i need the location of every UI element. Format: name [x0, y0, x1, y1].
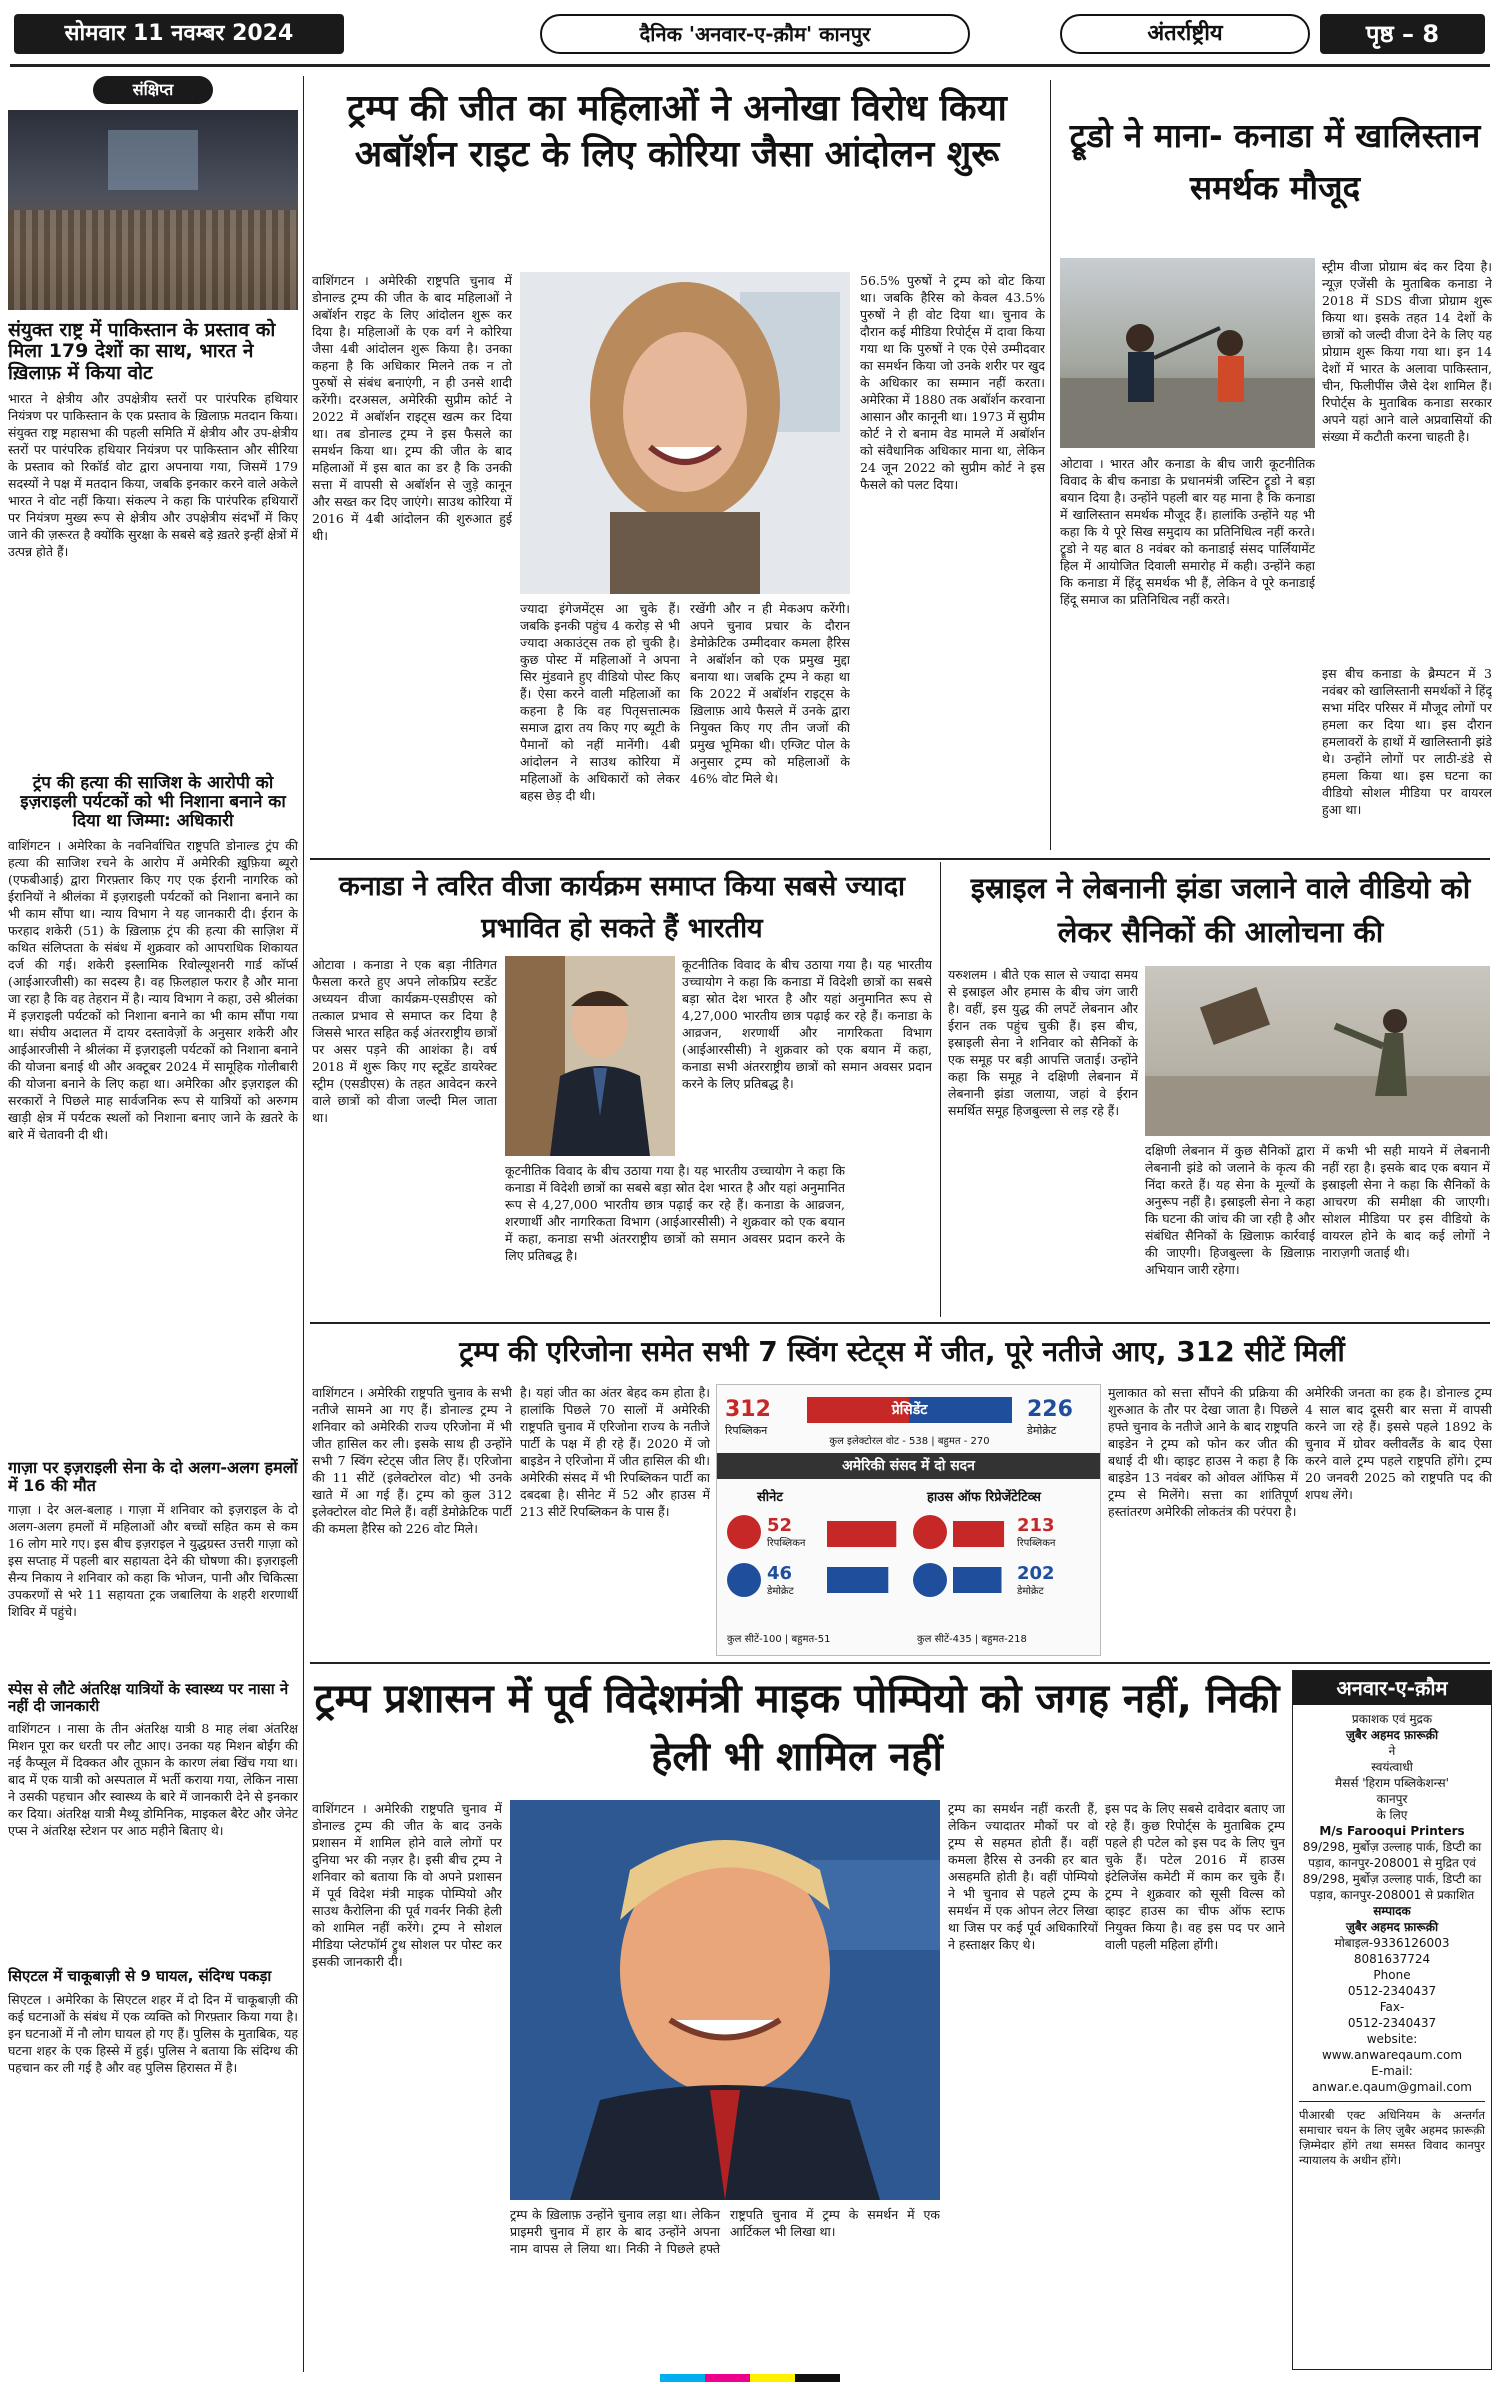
arizona-col-4: अमेरिकी जनता का हक है। डोनाल्ड ट्रम्प 4 साल बाद दूसरी बार सत्ता में वापसी करने जा रहे हैं। इससे पहले 1892 के चुनाव में ग्रोवर क्लीवलैंड के बाद ऐसा करने वाले ट्रम्प पहले राष्ट्रपति होंगे। ट्रम्प 20 जनवरी 2025 को राष्ट्रपति पद की शपथ लेंगे।	[1305, 1385, 1492, 1502]
democrat-votes: 226	[1027, 1397, 1073, 1422]
imprint-title: अनवार-ए-क़ौम	[1293, 1671, 1491, 1705]
total-electoral-line: कुल इलेक्टोरल वोट - 538 | बहुमत - 270	[829, 1436, 990, 1447]
imprint-line: के लिए	[1376, 1808, 1408, 1822]
imprint-rule	[1299, 2101, 1485, 2102]
house-r-bar	[953, 1521, 1004, 1547]
senate-bars	[827, 1517, 907, 1597]
house-d-avatar	[913, 1563, 947, 1597]
sidebar-headline-4: स्पेस से लौटे अंतरिक्ष यात्रियों के स्वास्थ्य पर नासा ने नहीं दी जानकारी	[8, 1679, 289, 1715]
pompeo-col-1: वाशिंगटन । अमेरिकी राष्ट्रपति चुनाव में डोनाल्ड ट्रम्प की जीत के बाद उनके प्रशासन में शामिल होने वाले लोगों पर दुनिया भर की नज़र है। इसी बीच ट्रम्प ने शनिवार को बताया कि वो अपने प्रशासन में पूर्व विदेश मंत्री माइक पोम्पियो और साउथ कैरोलिना की पूर्व गवर्नर निकी हेली को शामिल नहीं करेंगे। ट्रम्प ने सोशल मीडिया प्लेटफॉर्म ट्रुथ सोशल पर पोस्ट कर इसकी जानकारी दी।	[312, 1801, 502, 1969]
imprint-line: कानपुर	[1376, 1792, 1408, 1806]
sidebar-body-5: सिएटल । अमेरिका के सिएटल शहर में दो दिन में चाकूबाज़ी की कई घटनाओं के संबंध में एक व्यक्ति को गिरफ़्तार किया गया है। इन घटनाओं में नौ लोग घायल हो गए हैं। पुलिस के मुताबिक, यह घटना शहर के एक हिस्से में हुई। पुलिस ने बताया कि संदिग्ध की पहचान कर ली गई है और वह पुलिस हिरासत में है।	[8, 1992, 298, 2076]
women-col-1: वाशिंगटन । अमेरिकी राष्ट्रपति चुनाव में डोनाल्ड ट्रम्प की जीत के बाद महिलाओं ने अबॉर्शन राइट के लिए आंदोलन शुरू कर दिया है। महिलाओं के एक वर्ग ने कोरिया जैसा 4बी आंदोलन शुरू किया है। उनका कहना है कि अधिकार मिलने तक न तो पुरुषों से संबंध बनाएंगी, न ही उनसे शादी करेंगी। दरअसल, अमेरिकी सुप्रीम कोर्ट ने 2022 में अबॉर्शन राइट्स खत्म कर दिया था। तब डोनाल्ड ट्रम्प ने इस फैसले का समर्थन किया था। ट्रम्प की जीत के बाद महिलाओं में इस बात का डर है कि उनकी सत्ता में वापसी से अबॉर्शन से जुड़े कानून और सख्त कर दिए जाएंगे। साउथ कोरिया में 2016 में 4बी आंदोलन की शुरुआत हुई थी।	[312, 273, 512, 543]
canada-divider	[1050, 80, 1051, 850]
imprint-line: स्वयंत्वाधी	[1371, 1760, 1413, 1774]
brampton-clash-photo	[1060, 258, 1315, 448]
senate-r-label: रिपब्लिकन	[767, 1538, 806, 1549]
imprint-line: 89/298, मुर्बोज़ उल्लाह पार्क, डिप्टी का पड़ाव, कानपुर-208001 से मुद्रित एवं 89/298, मुर्बोज़ उल्लाह पार्क, डिप्टी का पड़ाव, कानपुर-208001 से प्रकाशित	[1302, 1840, 1482, 1902]
masthead	[0, 0, 1500, 70]
republican-label: रिपब्लिकन	[725, 1424, 768, 1437]
pompeo-col-3: ट्रम्प का समर्थन नहीं करती हैं, लेकिन ज्यादातर मौकों पर वो ट्रम्प से सहमत होती हैं। वहीं कमला हैरिस से उनकी हर बात असहमति होती है। वहीं पोम्पियो ने भी चुनाव से पहले ट्रम्प के समर्थन में एक ओपन लेटर लिखा था जिस पर कई पूर्व अधिकारियों ने हस्ताक्षर किए थे।	[948, 1801, 1098, 1952]
trudeau-photo	[505, 956, 675, 1156]
arizona-col-3: मुलाकात को सत्ता सौंपने की प्रक्रिया की शुरुआत के तौर पर देखा जाता है। पिछले हफ्ते चुनाव के नतीजे आने के बाद राष्ट्रपति बाइडेन ने ट्रम्प को फोन कर जीत की बधाई दी थी। व्हाइट हाउस ने कहा है कि बाइडेन 13 नवंबर को ओवल ऑफिस में ट्रम्प से मिलेंगे। सत्ता का शांतिपूर्ण हस्तांतरण अमेरिकी लोकतंत्र की परंपरा है।	[1108, 1385, 1298, 1519]
visa-col-3: कूटनीतिक विवाद के बीच उठाया गया है। यह भारतीय उच्चायोग ने कहा कि कनाडा में विदेशी छात्रों का सबसे बड़ा स्रोत देश भारत है और यहां अनुमानित रूप से 4,27,000 भारतीय छात्र पढ़ाई कर रहे हैं। कनाडा के आव्रजन, शरणार्थी और नागरिकता विभाग (आईआरसीसी) ने शुक्रवार को एक बयान में कहा, कनाडा सभी अंतरराष्ट्रीय छात्रों को समान अवसर प्रदान करने के लिए प्रतिबद्ध है।	[682, 957, 932, 1091]
president-label: प्रेसिडेंट	[891, 1402, 928, 1418]
imprint-note: पीआरबी एक्ट अधिनियम के अन्तर्गत समाचार चयन के लिए ज़ुबैर अहमद फ़ारूक़ी ज़िम्मेदार होंगे तथा समस्त विवाद कानपुर न्यायालय के अधीन होंगे।	[1299, 2108, 1485, 2167]
canada-col-a: स्ट्रीम वीजा प्रोग्राम बंद कर दिया है। न्यूज़ एजेंसी के मुताबिक कनाडा ने 2018 में SDS वीजा प्रोग्राम शुरू किया था। इसके तहत 14 देशों के छात्रों को जल्दी वीजा देने के लिए यह प्रोग्राम शुरू किया गया था। इन 14 देशों में भारत के अलावा पाकिस्तान, चीन, फिलीपींस जैसे देश शामिल हैं। रिपोर्ट्स के मुताबिक कनाडा सरकार अपने यहां आने वाले अप्रवासियों की संख्या में कटौती करना चाहती है।	[1322, 259, 1492, 444]
house-bars	[953, 1517, 1013, 1597]
visa-col-1: ओटावा । कनाडा ने एक बड़ा नीतिगत फैसला करते हुए अपने लोकप्रिय स्टडेंट अध्ययन वीजा कार्यक्रम-एसडीएस को तत्काल प्रभाव से समाप्त कर दिया है जिससे भारत सहित कई अंतरराष्ट्रीय छात्रों पर असर पड़ने की आशंका है। वर्ष 2018 में शुरू किए गए स्टूडेंट डायरेक्ट स्ट्रीम (एसडीएस) के तहत आवेदन करने वाले छात्रों को वीजा जल्दी मिल जाता था।	[312, 957, 497, 1125]
imprint-line: M/s Farooqui Printers	[1319, 1824, 1465, 1838]
house-r-label: रिपब्लिकन	[1017, 1538, 1056, 1549]
women-col-4: 56.5% पुरुषों ने ट्रम्प को वोट किया था। जबकि हैरिस को केवल 43.5% पुरुषों ने ही वोट दिया था। चुनाव के दौरान कई मीडिया रिपोर्ट्स में दावा किया गया था कि पुरुषों ने एक ऐसे उम्मीदवार का समर्थन किया जो उनके शरीर पर खुद के अधिकार का सम्मान नहीं करता। अमेरिका में 1880 तक अबॉर्शन करवाना आसान और कानूनी था। 1973 में सुप्रीम कोर्ट ने रो बनाम वेड मामले में अबॉर्शन को संवैधानिक अधिकार माना था, लेकिन 24 जून 2022 को सुप्रीम कोर्ट ने इस फैसले को पलट दिया।	[860, 273, 1045, 492]
arizona-col-1: वाशिंगटन । अमेरिकी राष्ट्रपति चुनाव के सभी नतीजे सामने आ गए हैं। डोनाल्ड ट्रम्प ने शनिवार को अमेरिकी राज्य एरिजोना में भी जीत हासिल कर ली। इसके साथ ही उन्होंने सभी 7 स्विंग स्टेट्स जीत लिए हैं। एरिजोना की 11 सीटें (इलेक्टोरल वोट) भी उनके खाते में आ गई हैं। ट्रम्प को कुल 312 इलेक्टोरल वोट मिले हैं। वहीं डेमोक्रेटिक पार्टी की कमला हैरिस को 226 वोट मिले।	[312, 1385, 512, 1536]
senate-d-bar	[827, 1567, 888, 1593]
canada-body: ओटावा । भारत और कनाडा के बीच जारी कूटनीतिक विवाद के बीच कनाडा के प्रधानमंत्री जस्टिन ट्रूडो ने बड़ा बयान दिया है। उन्होंने पहली बार यह माना है कि कनाडा में खालिस्तान समर्थक मौजूद हैं। हालांकि उन्होंने यह भी कहा कि ये पूरे सिख समुदाय का प्रतिनिधित्व नहीं करते। ट्रूडो ने यह बात 8 नवंबर को कनाडाई संसद पार्लियामेंट हिल में आयोजित दिवाली समारोह में कही। उन्होंने कहा कि कनाडा में हिंदू समर्थक भी हैं, लेकिन वे पूरे कनाडाई हिंदू समाज का प्रतिनिधित्व नहीं करते।	[1060, 456, 1315, 607]
imprint-line: Phone	[1373, 1968, 1411, 1982]
sidebar-body-3: गाज़ा । देर अल-बलाह । गाज़ा में शनिवार को इज़राइल के दो अलग-अलग हमलों में महिलाओं और बच्चों सहित कम से कम 16 लोग मारे गए। इस बीच इज़राइल ने युद्धग्रस्त उत्तरी गाज़ा को इस सप्ताह में पहली बार सहायता देने की घोषणा की। इज़राइली सैन्य निकाय ने शनिवार को कहा कि भोजन, पानी और चिकित्सा उपकरणों से भरे 11 सहायता ट्रक जबालिया के शहरी शरणार्थी शिविर में पहुंचे।	[8, 1501, 298, 1619]
canada-col-b: इस बीच कनाडा के ब्रैम्पटन में 3 नवंबर को खालिस्तानी समर्थकों ने हिंदू सभा मंदिर परिसर में मौजूद लोगों पर हमला कर दिया था। इस दौरान हमलावरों के हाथों में खालिस्तानी झंडे थे। उन्होंने लोगों पर लाठी-डंडे से हमला किया था। इस घटना का वीडियो सोशल मीडिया पर वायरल हुआ था।	[1322, 666, 1492, 817]
sidebar-body-2: वाशिंगटन । अमेरिका के नवनिर्वाचित राष्ट्रपति डोनाल्ड ट्रंप की हत्या की साजिश रचने के आरोप में अमेरिकी ख़ुफ़िया ब्यूरो (एफबीआई) द्वारा गिरफ़्तार किए गए एक ईरानी नागरिक को ईरानियों ने श्रीलंका में इज़राइली पर्यटकों को निशाना बनाने का भी काम सौंपा था। न्याय विभाग ने यह जानकारी दी। ईरान के फरहाद शकेरी (51) के ख़िलाफ़ ट्रंप की हत्या की साज़िश में कथित संलिप्तता के संबंध में शुक्रवार को आपराधिक शिकायत दर्ज की गई। शकेरी इस्लामिक रिवोल्यूशनरी गार्ड कॉर्प्स (आईआरजीसी) का सदस्य है। वह फ़िलहाल फरार है और माना जा रहा है कि वह तेहरान में है। न्याय विभाग ने कहा, उसे श्रीलंका में इज़राइली पर्यटकों को निशाना बनाने का भी काम सौंपा गया था। संघीय अदालत में दायर दस्तावेज़ों के अनुसार शकेरी और आईआरजीसी ने श्रीलंका में इज़राइली पर्यटकों को निशाना बनाने की योजना बनाई थी और अक्टूबर 2024 में सामूहिक गोलीबारी की योजना बनाने के लिए कहा था। अमेरिका और इज़राइल की सरकारों ने पिछले माह सार्वजनिक रूप से यात्रियों को अरुगम खाड़ी क्षेत्र में पर्यटक स्थलों को निशाना बनाए जाने के ख़तरे के बारे में चेतावनी दी थी।	[8, 837, 298, 1142]
house-total: कुल सीटें-435 | बहुमत-218	[917, 1634, 1027, 1645]
imprint-line: 0512-2340437	[1347, 2016, 1437, 2030]
pompeo-col-4: इस पद के लिए सबसे दावेदार बताए जा रहे हैं। कुछ रिपोर्ट्स के मुताबिक ट्रम्प पहले ही पटेल को इस पद के लिए चुन चुके हैं। पटेल 2016 में हाउस इंटेलिजेंस कमेटी में काम कर चुके हैं। ट्रम्प ने शुक्रवार को सूसी विल्स को व्हाइट हाउस का चीफ ऑफ स्टाफ नियुक्त किया है। वह इस पद पर आने वाली पहली महिला होंगी।	[1105, 1801, 1285, 1952]
un-assembly-photo	[8, 110, 298, 310]
row-rule-1	[310, 858, 1490, 860]
visa-headline: कनाडा ने त्वरित वीजा कार्यक्रम समाप्त किया सबसे ज्यादा प्रभावित हो सकते हैं भारतीय	[338, 871, 906, 944]
arizona-col-2: है। यहां जीत का अंतर बेहद कम होता है। हालांकि पिछले 70 सालों में अमेरिकी राष्ट्रपति चुनाव में एरिजोना राज्य के नतीजे पार्टी के पक्ष में ही रहे हैं। 2020 में जो बाइडेन ने एरिजोना में जीत हासिल की थी। अमेरिकी संसद में भी रिपब्लिकन पार्टी का दबदबा है। सीनेट में 52 और हाउस में 213 सीटें रिपब्लिकन के पास हैं।	[520, 1385, 710, 1519]
lebanon-col-1: यरुशलम । बीते एक साल से ज्यादा समय से इस्राइल और हमास के बीच जंग जारी है। वहीं, इस युद्ध की लपटें लेबनान और ईरान तक पहुंच चुकी हैं। इस बीच, इस्राइली सेना ने शनिवार को सैनिकों के एक समूह पर बड़ी आपत्ति जताई। उन्होंने कहा कि समूह ने दक्षिणी लेबनान में लेबनानी झंडा जलाया, जहां वे ईरान समर्थित समूह हिजबुल्ला से लड़ रहे हैं।	[948, 967, 1138, 1118]
pompeo-headline: ट्रम्प प्रशासन में पूर्व विदेशमंत्री माइक पोम्पियो को जगह नहीं, निकी हेली भी शामिल नहीं	[314, 1676, 1280, 1780]
lebanon-col-2: दक्षिणी लेबनान में कुछ सैनिकों द्वारा लेबनानी झंडे को जलाने के कृत्य की निंदा करते हैं। यह सेना के मूल्यों के अनुरूप नहीं है। इस्राइली सेना ने कहा कि घटना की जांच की जा रही है और संबंधित सैनिकों के ख़िलाफ़ कार्रवाई की जाएगी। हिजबुल्ला के ख़िलाफ़ अभियान जारी रहेगा।	[1145, 1143, 1315, 1277]
sidebar-headline-3: गाज़ा पर इज़राइली सेना के दो अलग-अलग हमलों में 16 की मौत	[8, 1457, 298, 1495]
masthead-rule	[10, 64, 1490, 67]
imprint-line: ज़ुबैर अहमद फ़ारूक़ी	[1345, 1920, 1439, 1934]
page-number-box: पृष्ठ – 8	[1320, 14, 1485, 54]
imprint-line: मोबाइल-9336126003	[1334, 1936, 1450, 1950]
sidebar-body-4: वाशिंगटन । नासा के तीन अंतरिक्ष यात्री 8 माह लंबा अंतरिक्ष मिशन पूरा कर धरती पर लौट आए। उनका यह मिशन बोईंग की नई कैप्सूल में दिक्कत और तूफ़ान के कारण लंबा खिंच गया था। बाद में एक यात्री को अस्पताल में भर्ती कराया गया, लेकिन नासा ने उसकी पहचान और स्वास्थ्य के बारे में जानकारी देने से इनकार कर दिया। अंतरिक्ष यात्री मैथ्यू डोमिनिक, माइकल बैरेट और जेनेट एप्स ने अंतरिक्ष स्टेशन पर आठ महीने बिताए थे।	[8, 1721, 298, 1839]
imprint-line: सम्पादक	[1373, 1904, 1411, 1918]
republican-votes-number: 312	[725, 1397, 771, 1422]
imprint-line: प्रकाशक एवं मुद्रक	[1351, 1712, 1433, 1726]
imprint-line: www.anwareqaum.com	[1321, 2048, 1463, 2062]
house-r-avatar	[913, 1515, 947, 1549]
lebanon-divider	[940, 862, 941, 1317]
row-rule-3	[310, 1662, 1490, 1664]
congress-title: अमेरिकी संसद में दो सदन	[717, 1453, 1100, 1479]
imprint-box	[1292, 1670, 1492, 2370]
imprint-lines	[1293, 1705, 1491, 2095]
sidebar	[8, 76, 298, 2372]
sidebar-headline-5: सिएटल में चाकूबाज़ी से 9 घायल, संदिग्ध पकड़ा	[8, 1967, 272, 1986]
canada-headline: ट्रूडो ने माना- कनाडा में खालिस्तान समर्थक मौजूद	[1069, 116, 1481, 207]
senate-d-label: डेमोक्रेट	[767, 1586, 794, 1597]
election-results-graphic	[716, 1384, 1101, 1656]
house-d-seats: 202	[1017, 1563, 1055, 1584]
sidebar-headline-1: संयुक्त राष्ट्र में पाकिस्तान के प्रस्ताव को मिला 179 देशों का साथ, भारत ने ख़िलाफ़ में किया वोट	[8, 319, 276, 384]
house-title: हाउस ऑफ रिप्रेजेंटेटिव्स	[927, 1490, 1041, 1505]
lebanon-headline: इस्राइल ने लेबनानी झंडा जलाने वाले वीडियो को लेकर सैनिकों की आलोचना की	[970, 871, 1471, 949]
senate-r-seats: 52	[767, 1515, 793, 1536]
imprint-line: 0512-2340437	[1347, 1984, 1437, 1998]
flag-burning-photo	[1145, 966, 1490, 1136]
footer-color-marks	[660, 2374, 840, 2382]
lebanon-col-3: में कभी भी सही मायने में लेबनानी नहीं रहा है। इसके बाद एक बयान में इस्राइली सेना ने कहा कि सैनिकों के आचरण की समीक्षा की जाएगी। सोशल मीडिया पर इस वीडियो के वायरल होने के बाद कई लोगों ने नाराज़गी जताई थी।	[1322, 1143, 1490, 1260]
sidebar-box-title: संक्षिप्त	[93, 76, 213, 104]
section-box: अंतर्राष्ट्रीय	[1060, 14, 1310, 54]
democrat-label-top: डेमोक्रेट	[1027, 1424, 1057, 1437]
imprint-line: website:	[1366, 2032, 1418, 2046]
women-col-2: ज्यादा इंगेजमेंट्स आ चुके हैं। जबकि इनकी पहुंच 4 करोड़ से भी ज्यादा अकाउंट्स तक हो चुकी है। कुछ पोस्ट में महिलाओं ने अपना सिर मुंडवाने हुए वीडियो पोस्ट किए हैं। ऐसा करने वाली महिलाओं का कहना है कि वह पितृसत्तात्मक समाज द्वारा तय किए गए ब्यूटी के पैमानों को नहीं मानेंगी। 4बी आंदोलन ने साउथ कोरिया में महिलाओं के अधिकारों को लेकर बहस छेड़ दी थी।	[520, 601, 680, 803]
imprint-line: anwar.e.qaum@gmail.com	[1311, 2080, 1472, 2094]
women-col-3: रखेंगी और न ही मेकअप करेंगी। अपने चुनाव प्रचार के दौरान डेमोक्रेटिक उम्मीदवार कमला हैरिस ने अबॉर्शन को एक प्रमुख मुद्दा बनाया था। जबकि ट्रम्प ने कहा था कि 2022 में अबॉर्शन राइट्स के ख़िलाफ़ आये फैसले में उनके द्वारा नियुक्त किए गए तीन जजों की प्रमुख भूमिका थी। एग्जिट पोल के अनुसार ट्रम्प को महिलाओं के 46% वोट मिले थे।	[690, 601, 850, 786]
house-d-label: डेमोक्रेट	[1017, 1586, 1044, 1597]
senate-r-bar	[827, 1521, 896, 1547]
sidebar-body-1: भारत ने क्षेत्रीय और उपक्षेत्रीय स्तरों पर पारंपरिक हथियार नियंत्रण पर पाकिस्तान के एक प्रस्ताव के ख़िलाफ़ मतदान किया। संयुक्त राष्ट्र महासभा की पहली समिति में क्षेत्रीय और उप-क्षेत्रीय स्तरों पर पारंपरिक हथियार नियंत्रण पर पाकिस्तान और सीरिया के प्रस्ताव को रिकॉर्ड वोट द्वारा अपनाया गया, जिसमें 179 सदस्यों ने पक्ष में मतदान किया, जबकि इनकार करने वाले अकेले भारत ने वोट नहीं किया। संकल्प ने कहा कि पारंपरिक हथियारों पर नियंत्रण मुख्य रूप से क्षेत्रीय और उपक्षेत्रीय संदर्भों में किए जाने की ज़रूरत है क्योंकि सुरक्षा के सबसे बड़े ख़तरे इन्हीं क्षेत्रों में उत्पन्न होते हैं।	[8, 390, 298, 559]
imprint-line: Fax-	[1379, 2000, 1405, 2014]
protester-photo	[520, 272, 850, 594]
imprint-line: मैसर्स 'हिराम पब्लिकेशन्स'	[1335, 1776, 1449, 1790]
house-r-seats: 213	[1017, 1515, 1055, 1536]
pompeo-col-2: ट्रम्प के ख़िलाफ़ उन्होंने चुनाव लड़ा था। लेकिन प्राइमरी चुनाव में हार के बाद उन्होंने अपना नाम वापस ले लिया था। निकी ने पिछले हफ्ते राष्ट्रपति चुनाव में ट्रम्प के समर्थन में एक आर्टिकल भी लिखा था।	[510, 2207, 940, 2256]
date-box: सोमवार 11 नवम्बर 2024	[14, 14, 344, 54]
visa-col-2: कूटनीतिक विवाद के बीच उठाया गया है। यह भारतीय उच्चायोग ने कहा कि कनाडा में विदेशी छात्रों का सबसे बड़ा स्रोत देश भारत है और यहां अनुमानित रूप से 4,27,000 भारतीय छात्र पढ़ाई कर रहे हैं। कनाडा के आव्रजन, शरणार्थी और नागरिकता विभाग (आईआरसीसी) ने शुक्रवार को एक बयान में कहा, कनाडा सभी अंतरराष्ट्रीय छात्रों को समान अवसर प्रदान करने के लिए प्रतिबद्ध है।	[505, 1163, 845, 1263]
imprint-line: ज़ुबैर अहमद फ़ारूक़ी	[1345, 1728, 1439, 1742]
arizona-headline: ट्रम्प की एरिजोना समेत सभी 7 स्विंग स्टेट्स में जीत, पूरे नतीजे आए, 312 सीटें मिलीं	[459, 1335, 1345, 1368]
trump-photo	[510, 1800, 940, 2200]
senate-title: सीनेट	[757, 1490, 783, 1505]
imprint-line: ने	[1388, 1744, 1396, 1758]
row-rule-2	[310, 1322, 1490, 1324]
senate-d-seats: 46	[767, 1563, 793, 1584]
sidebar-divider	[303, 76, 304, 2372]
women-headline: ट्रम्प की जीत का महिलाओं ने अनोखा विरोध किया अबॉर्शन राइट के लिए कोरिया जैसा आंदोलन शुरू	[347, 88, 1007, 175]
republican-votes	[725, 1397, 771, 1422]
senate-r-avatar	[727, 1515, 761, 1549]
senate-total: कुल सीटें-100 | बहुमत-51	[727, 1634, 831, 1645]
house-d-bar	[953, 1567, 1002, 1593]
paper-name-box: दैनिक 'अनवार-ए-क़ौम' कानपुर	[540, 14, 970, 54]
imprint-line: 8081637724	[1353, 1952, 1431, 1966]
imprint-line: E-mail:	[1371, 2064, 1413, 2078]
sidebar-headline-2: ट्रंप की हत्या की साजिश के आरोपी को इज़राइली पर्यटकों को भी निशाना बनाने का दिया था जिम्मा: अधिकारी	[20, 772, 286, 831]
senate-d-avatar	[727, 1563, 761, 1597]
